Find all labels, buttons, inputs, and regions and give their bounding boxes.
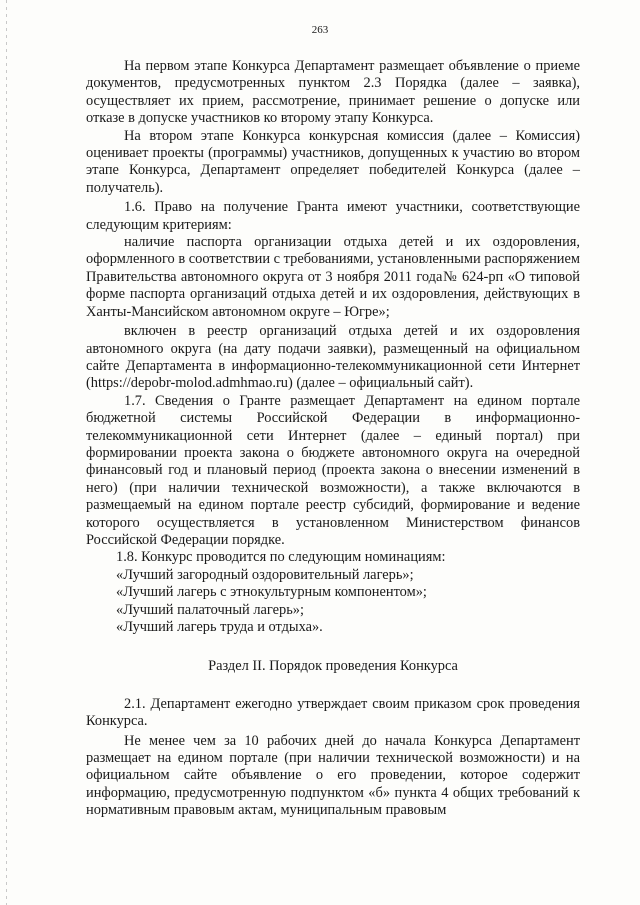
page-number: 263 — [311, 24, 329, 36]
paragraph: 1.7. Сведения о Гранте размещает Департамент на едином портале бюджетной системы Российской Федерации в информационно-телекоммуникационной сети Интернет (далее – единый портал) при формировании проекта закона о бюджете автономного округа на очередной финансовый год и плановый период (проекта закона о внесении изменений в него) (при наличии технической возможности), а также включаются в размещаемый на едином портале реестр субсидий, формирование и ведение которого осуществляется в установленном Министерством финансов Российской Федерации порядке. — [86, 392, 580, 548]
paragraph: наличие паспорта организации отдыха детей и их оздоровления, оформленного в соответствии с требованиями, установленными распоряжением Правительства автономного округа от 3 ноября 2011 года№ 624-рп «О типовой форме паспорта организаций отдыха детей и их оздоровления, действующих в Ханты-Мансийском автономном округе – Югре»; — [86, 234, 580, 320]
paragraph: включен в реестр организаций отдыха детей и их оздоровления автономного округа (на дату подачи заявки), размещенный на официальном сайте Департамента в информационно-телекоммуникационной сети Интернет (https://depobr-molod.admhmao.ru) (далее – официальный сайт). — [86, 323, 580, 392]
paragraph: На втором этапе Конкурса конкурсная комиссия (далее – Комиссия) оценивает проекты (программы) участников, допущенных к участию во втором этапе Конкурса, Департамент определяет победителей Конкурса (далее – получатель). — [86, 127, 580, 196]
paragraph: 1.6. Право на получение Гранта имеют участники, соответствующие следующим критериям: — [86, 199, 580, 233]
nomination-item: «Лучший загородный оздоровительный лагерь»; — [116, 566, 414, 583]
nomination-item: «Лучший палаточный лагерь»; — [116, 601, 304, 618]
section-title: Раздел II. Порядок проведения Конкурса — [208, 658, 458, 675]
nominations-intro: 1.8. Конкурс проводится по следующим номинациям: — [116, 549, 446, 566]
nomination-item: «Лучший лагерь труда и отдыха». — [116, 619, 323, 635]
nomination-item: «Лучший лагерь с этнокультурным компонентом»; — [116, 584, 427, 601]
document-body — [86, 58, 580, 820]
paragraph: 2.1. Департамент ежегодно утверждает своим приказом срок проведения Конкурса. — [86, 695, 580, 730]
scan-edge — [6, 0, 7, 905]
paragraph: Не менее чем за 10 рабочих дней до начала Конкурса Департамент размещает на едином портале (при наличии технической возможности) и на официальном сайте объявление о его проведении, которое содержит информацию, предусмотренную подпунктом «б» пункта 4 общих требований к нормативным правовым актам, муниципальным правовым — [86, 732, 580, 819]
paragraph: На первом этапе Конкурса Департамент размещает объявление о приеме документов, предусмотренных пунктом 2.3 Порядка (далее – заявка), осуществляет их прием, рассмотрение, принимает решение о допуске или отказе в допуске участников ко второму этапу Конкурса. — [86, 58, 580, 127]
